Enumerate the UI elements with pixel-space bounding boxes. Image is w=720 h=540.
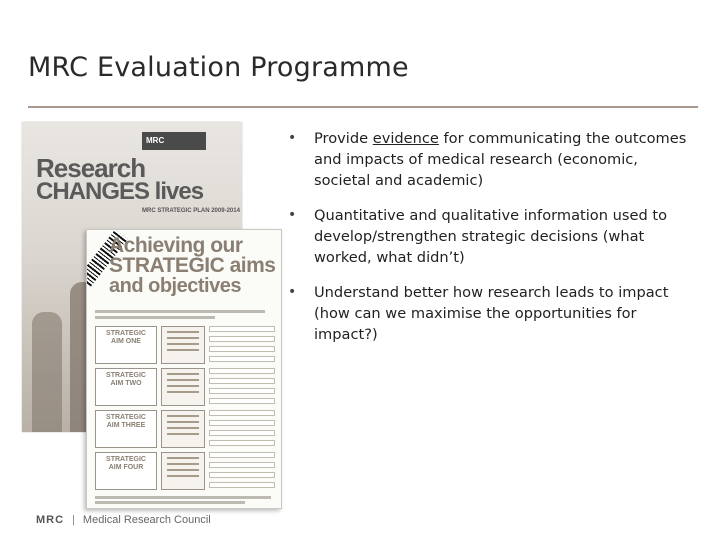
- title-divider: [28, 106, 698, 108]
- objective-line: [209, 368, 275, 374]
- objective-line: [209, 388, 275, 394]
- cover-heading-line3: and objectives: [109, 275, 241, 297]
- bullet-list: [288, 128, 688, 359]
- footer-org-name: Medical Research Council: [82, 514, 211, 526]
- fine-print-line: [95, 316, 215, 319]
- objective-line: [209, 452, 275, 458]
- aim-box: [95, 452, 157, 490]
- objective-line: [209, 410, 275, 416]
- bullet-item: [288, 205, 688, 268]
- bullet-dot-icon: •: [288, 207, 297, 223]
- fine-print-line: [95, 310, 265, 313]
- footer-mrc-mark: MRC: [36, 514, 65, 526]
- aim-label: STRATEGIC: [106, 456, 146, 463]
- cover-heading-line2: STRATEGIC aims: [109, 254, 276, 277]
- aim-detail-box: [161, 368, 205, 406]
- objective-line: [209, 420, 275, 426]
- achieving-strategic-aims-cover: [86, 229, 282, 509]
- objective-line: [209, 378, 275, 384]
- objective-line: [209, 398, 275, 404]
- objective-line: [209, 440, 275, 446]
- bullet-emphasis: evidence: [372, 130, 439, 147]
- aim-label: AIM TWO: [110, 380, 142, 387]
- aim-detail-box: [161, 410, 205, 448]
- objective-line: [209, 326, 275, 332]
- objective-line: [209, 462, 275, 468]
- footer-separator: |: [72, 514, 75, 526]
- aim-label: AIM THREE: [106, 422, 146, 429]
- bullet-text: Quantitative and qualitative information used to develop/strengthen strategic decisions (what worked, what didn’t): [314, 207, 668, 266]
- fine-print-line: [95, 496, 271, 499]
- aim-detail-box: [161, 326, 205, 364]
- aim-label: STRATEGIC: [106, 372, 146, 379]
- cover-title-line2: CHANGES lives: [36, 178, 204, 205]
- fine-print-line: [95, 501, 245, 504]
- bullet-text: for communicating the outcomes and impacts of medical research (economic, societal and academic): [314, 130, 687, 189]
- slide-title: MRC Evaluation Programme: [28, 52, 409, 83]
- objective-line: [209, 472, 275, 478]
- aim-detail-box: [161, 452, 205, 490]
- silhouette-figure: [32, 312, 62, 432]
- objective-line: [209, 482, 275, 488]
- aim-box: [95, 410, 157, 448]
- bullet-dot-icon: •: [288, 130, 297, 146]
- cover-subtitle: MRC STRATEGIC PLAN 2009-2014: [142, 208, 240, 214]
- aim-label: STRATEGIC: [106, 414, 146, 421]
- objective-line: [209, 336, 275, 342]
- aim-box: [95, 368, 157, 406]
- bullet-dot-icon: •: [288, 284, 297, 300]
- bullet-item: [288, 282, 688, 345]
- bullet-text: Provide: [314, 130, 373, 147]
- cover-title-line1: Research: [36, 153, 146, 183]
- objective-line: [209, 356, 275, 362]
- objective-line: [209, 430, 275, 436]
- aim-label: AIM ONE: [111, 338, 141, 345]
- cover-heading: [109, 236, 279, 296]
- footer-logo: [36, 514, 211, 526]
- objective-line: [209, 346, 275, 352]
- aim-label: STRATEGIC: [106, 330, 146, 337]
- bullet-text: Understand better how research leads to impact (how can we maximise the opportunities for impact?): [314, 284, 669, 343]
- aim-label: AIM FOUR: [108, 464, 144, 471]
- mrc-logo: MRC: [142, 132, 206, 150]
- cover-heading-line1: Achieving our: [109, 234, 243, 257]
- bullet-item: [288, 128, 688, 191]
- aim-box: [95, 326, 157, 364]
